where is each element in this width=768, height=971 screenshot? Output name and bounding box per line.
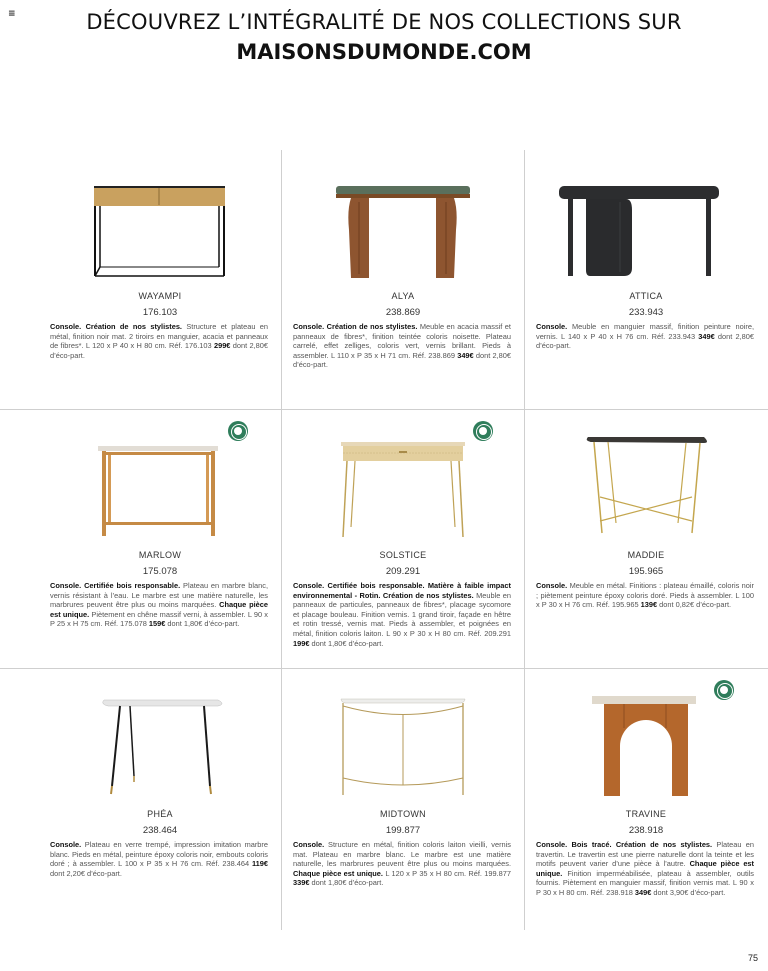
product-description bbox=[293, 322, 511, 370]
product-tag: Certifiée bois responsable. bbox=[84, 581, 181, 590]
product-eco-part: dont 2,80€ d’éco-part. bbox=[293, 350, 511, 370]
product-description bbox=[536, 581, 754, 610]
product-type: Console. bbox=[50, 840, 82, 849]
product-text: Plateau en marbre blanc, vernis résistant à l’eau. Le marbre est une matière naturelle, les marbrures peuvent être plus ou moins marquées. bbox=[50, 581, 268, 610]
product-image-attica bbox=[524, 150, 768, 282]
product-eco-part: dont 3,90€ d’éco-part. bbox=[653, 887, 726, 897]
product-name: SOLSTICE bbox=[379, 550, 427, 560]
product-price: 299€ bbox=[213, 341, 231, 351]
product-type: Console. bbox=[536, 581, 568, 590]
product-description bbox=[536, 840, 754, 898]
product-ref: 176.103 bbox=[142, 307, 178, 318]
product-name: WAYAMPI bbox=[138, 291, 182, 301]
product-card[interactable] bbox=[524, 668, 768, 926]
product-tag: Création de nos stylistes. bbox=[326, 322, 418, 331]
product-unique-note: Chaque pièce est unique. bbox=[536, 859, 755, 878]
product-type: Console. bbox=[50, 581, 82, 590]
product-price: 349€ bbox=[634, 887, 652, 897]
product-tag: Création de nos stylistes. bbox=[85, 322, 182, 331]
product-eco-part: dont 2,80€ d’éco-part. bbox=[50, 341, 268, 360]
product-price: 339€ bbox=[293, 878, 310, 888]
product-name: ALYA bbox=[391, 291, 415, 301]
product-text: Meuble en acacia massif et panneaux de fibres*, finition teintée coloris noisette. Plateau carrelé, effet zelliges, coloris vert, vernis brillant. Pieds à assembler. L 110 x P 35 x H 71 cm. Réf. 238.869 bbox=[293, 322, 511, 360]
product-image-maddie bbox=[524, 409, 768, 541]
product-text: Meuble en métal. Finitions : plateau émaillé, coloris noir ; piètement peinture époxy coloris doré. Pieds à assembler. L 100 x P 30 x H 76 cm. Réf. 195.965 bbox=[536, 581, 754, 610]
product-description bbox=[536, 322, 754, 351]
product-type: Console. bbox=[293, 322, 325, 331]
product-ref: 199.877 bbox=[385, 825, 421, 836]
product-card[interactable] bbox=[281, 409, 525, 667]
headline-line-1: DÉCOUVREZ L’INTÉGRALITÉ DE NOS COLLECTIONS SUR bbox=[86, 10, 682, 34]
product-type: Console. bbox=[536, 322, 568, 331]
product-text-2: Finition imperméabilisée, plateau à assembler, outils fournis. Piètement en manguier massif, finition vernis mat. L 90 x P 30 x H 80 cm. Réf. 238.918 bbox=[536, 868, 754, 897]
product-eco-part: dont 1,80€ d’éco-part. bbox=[311, 878, 384, 888]
product-eco-part: dont 0,82€ d’éco-part. bbox=[659, 600, 732, 610]
product-description bbox=[293, 840, 511, 888]
product-ref: 233.943 bbox=[628, 307, 664, 318]
product-price: 349€ bbox=[457, 350, 474, 360]
product-price: 349€ bbox=[698, 331, 715, 341]
product-image-midtown bbox=[281, 668, 525, 800]
product-description bbox=[293, 581, 511, 648]
product-price: 159€ bbox=[148, 619, 166, 629]
product-card[interactable] bbox=[38, 150, 282, 408]
product-price: 119€ bbox=[251, 859, 268, 869]
product-type: Console. bbox=[536, 840, 568, 849]
product-ref: 238.869 bbox=[385, 307, 421, 318]
product-tag: Certifiée bois responsable. Matière à faible impact environnemental - Rotin. Création de nos stylistes. bbox=[293, 581, 511, 600]
product-ref: 175.078 bbox=[142, 566, 178, 577]
product-text-2: L 120 x P 35 x H 80 cm. Réf. 199.877 bbox=[385, 868, 511, 878]
product-text: Meuble en manguier massif, finition peinture noire, vernis. L 140 x P 40 x H 76 cm. Réf. 233.943 bbox=[536, 322, 754, 341]
product-card[interactable] bbox=[281, 668, 525, 926]
product-ref: 195.965 bbox=[628, 566, 664, 577]
product-type: Console. bbox=[293, 581, 325, 590]
product-description bbox=[50, 840, 268, 878]
product-tag: Bois tracé. Création de nos stylistes. bbox=[571, 840, 713, 849]
product-name: MARLOW bbox=[138, 550, 182, 560]
product-eco-part: dont 1,80€ d’éco-part. bbox=[167, 619, 240, 629]
product-image-solstice bbox=[281, 409, 525, 541]
product-text-2: Piètement en chêne massif verni, à assembler. L 90 x P 25 x H 75 cm. Réf. 175.078 bbox=[50, 609, 269, 629]
product-text: Plateau en verre trempé, impression imitation marbre blanc. Pieds en métal, peinture époxy coloris noir, embouts coloris doré ; à assembler. L 100 x P 35 x H 76 cm. Réf. 238.464 bbox=[50, 840, 268, 869]
product-description bbox=[50, 581, 268, 629]
product-card[interactable] bbox=[38, 668, 282, 926]
product-ref: 238.464 bbox=[142, 825, 178, 836]
product-image-travine bbox=[524, 668, 768, 800]
product-card[interactable] bbox=[524, 150, 768, 408]
product-card[interactable] bbox=[281, 150, 525, 408]
product-card[interactable] bbox=[524, 409, 768, 667]
product-eco-part: dont 2,80€ d’éco-part. bbox=[536, 331, 754, 351]
product-text: Plateau en travertin. Le travertin est une pierre naturelle dont la teinte et les motifs peuvent varier d’une pièce à l’autre. bbox=[536, 840, 754, 869]
product-name: MADDIE bbox=[627, 550, 665, 560]
product-text: Meuble en panneaux de particules, panneaux de fibres*, placage sycomore et placage bouleau. Finition vernis. 1 grand tiroir, façade en hêtre et rotin tressé, vernis mat. Pieds à assembler, et poignées en métal, finition coloris laiton. L 90 x P 30 x H 80 cm. Réf. 209.291 bbox=[293, 590, 511, 638]
product-ref: 209.291 bbox=[385, 566, 421, 577]
product-text: Structure en métal, finition coloris laiton vieilli, vernis mat. Plateau en marbre blanc. Le marbre est une matière naturelle, les marbrures peuvent être plus ou moins marquées. bbox=[293, 840, 511, 869]
menu-mark: ≡ bbox=[8, 9, 16, 19]
product-type: Console. bbox=[293, 840, 325, 849]
page-headline bbox=[0, 10, 768, 64]
page-number: 75 bbox=[747, 953, 758, 963]
product-image-phea bbox=[38, 668, 282, 800]
product-price: 139€ bbox=[640, 600, 658, 610]
product-ref: 238.918 bbox=[628, 825, 664, 836]
product-name: ATTICA bbox=[629, 291, 663, 301]
product-type: Console. bbox=[50, 322, 82, 331]
product-image-wayampi bbox=[38, 150, 282, 282]
product-eco-part: dont 2,20€ d’éco-part. bbox=[50, 868, 122, 878]
product-name: PHÉA bbox=[147, 809, 173, 819]
product-eco-part: dont 1,80€ d’éco-part. bbox=[311, 638, 384, 648]
product-image-marlow bbox=[38, 409, 282, 541]
product-card[interactable] bbox=[38, 409, 282, 667]
product-grid bbox=[38, 150, 768, 930]
product-text: Structure et plateau en métal, finition noir mat. 2 tiroirs en manguier, acacia et panneaux de fibres*. L 120 x P 40 x H 80 cm. Réf. 176.103 bbox=[50, 322, 269, 351]
product-name: MIDTOWN bbox=[380, 809, 426, 819]
product-unique-note: Chaque pièce est unique. bbox=[50, 600, 268, 619]
headline-website[interactable]: MAISONSDUMONDE.COM bbox=[236, 40, 532, 64]
product-unique-note: Chaque pièce est unique. bbox=[293, 868, 383, 878]
product-price: 199€ bbox=[293, 638, 310, 648]
product-description bbox=[50, 322, 268, 360]
product-name: TRAVINE bbox=[625, 809, 667, 819]
product-image-alya bbox=[281, 150, 525, 282]
